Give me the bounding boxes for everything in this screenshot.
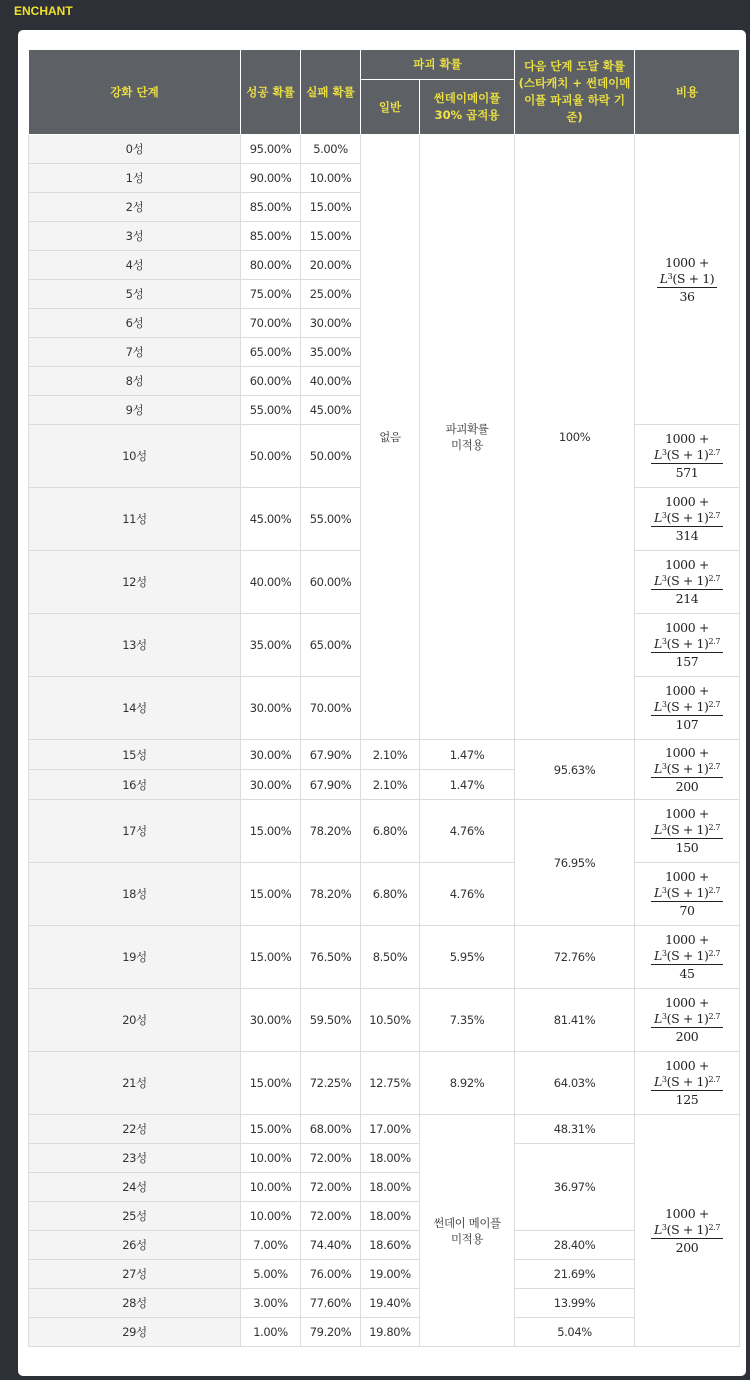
formula-denominator: 314	[675, 528, 699, 543]
table-row	[29, 1260, 740, 1289]
fail-rate-cell: 65.00%	[301, 614, 361, 677]
next-stage-cell: 28.40%	[515, 1231, 635, 1260]
cost-formula: 1000 + $L^3(S + 1)^{2.7}$ 157	[651, 620, 723, 670]
stage-cell: 15성	[29, 740, 241, 770]
formula-denominator: 107	[675, 717, 699, 732]
destroy-normal-cell: 6.80%	[361, 800, 420, 863]
stage-cell: 8성	[29, 367, 241, 396]
success-rate-cell: 3.00%	[241, 1289, 301, 1318]
cost-formula: 1000 + $L^3(S + 1)^{2.7}$ 214	[651, 557, 723, 607]
next-stage-cell: 48.31%	[515, 1115, 635, 1144]
success-rate-cell: 85.00%	[241, 193, 301, 222]
destroy-normal-cell: 18.00%	[361, 1173, 420, 1202]
stage-cell: 5성	[29, 280, 241, 309]
next-stage-cell: 64.03%	[515, 1052, 635, 1115]
top-bar	[0, 0, 750, 30]
stage-cell: 6성	[29, 309, 241, 338]
formula-denominator: 150	[675, 840, 699, 855]
cost-cell	[635, 863, 740, 926]
cost-cell	[635, 677, 740, 740]
stage-cell: 4성	[29, 251, 241, 280]
cost-formula: 1000 + $L^3(S + 1)^{2.7}$ 45	[651, 932, 723, 982]
fail-rate-cell: 55.00%	[301, 488, 361, 551]
fail-rate-cell: 59.50%	[301, 989, 361, 1052]
table-row	[29, 1144, 740, 1173]
cost-cell	[635, 425, 740, 488]
cost-formula: 1000 + $L^3(S + 1)^{2.7}$ 150	[651, 806, 723, 856]
success-rate-cell: 30.00%	[241, 989, 301, 1052]
next-stage-cell: 81.41%	[515, 989, 635, 1052]
success-rate-cell: 5.00%	[241, 1260, 301, 1289]
fail-rate-cell: 67.90%	[301, 740, 361, 770]
table-row	[29, 800, 740, 863]
fail-rate-cell: 25.00%	[301, 280, 361, 309]
formula-denominator: 571	[675, 465, 699, 480]
formula-denominator: 36	[679, 288, 695, 304]
fail-rate-cell: 74.40%	[301, 1231, 361, 1260]
header-cost: 비용	[635, 50, 740, 135]
formula-denominator: 45	[679, 966, 695, 981]
success-rate-cell: 15.00%	[241, 800, 301, 863]
cost-cell	[635, 614, 740, 677]
formula-constant: 1000 +	[665, 557, 709, 572]
cost-cell	[635, 135, 740, 425]
formula-constant: 1000 +	[665, 744, 709, 760]
formula-constant: 1000 +	[665, 1058, 709, 1073]
fail-rate-cell: 72.00%	[301, 1173, 361, 1202]
stage-cell: 11성	[29, 488, 241, 551]
destroy-normal-cell: 12.75%	[361, 1052, 420, 1115]
table-row	[29, 740, 740, 770]
success-rate-cell: 15.00%	[241, 926, 301, 989]
stage-cell: 13성	[29, 614, 241, 677]
cost-cell	[635, 800, 740, 863]
stage-cell: 22성	[29, 1115, 241, 1144]
fail-rate-cell: 77.60%	[301, 1289, 361, 1318]
stage-cell: 29성	[29, 1318, 241, 1347]
success-rate-cell: 55.00%	[241, 396, 301, 425]
destroy-sunday-cell: 4.76%	[420, 863, 515, 926]
destroy-sunday-cell: 1.47%	[420, 770, 515, 800]
destroy-sunday-cell: 1.47%	[420, 740, 515, 770]
fail-rate-cell: 79.20%	[301, 1318, 361, 1347]
formula-constant: 1000 +	[665, 431, 709, 446]
table-body	[29, 135, 740, 1347]
formula-denominator: 214	[675, 591, 699, 606]
header-destroy: 파괴 확률	[361, 50, 515, 80]
success-rate-cell: 10.00%	[241, 1202, 301, 1231]
formula-constant: 1000 +	[665, 869, 709, 884]
destroy-normal-cell: 18.00%	[361, 1202, 420, 1231]
header-destroy-normal: 일반	[361, 80, 420, 135]
stage-cell: 25성	[29, 1202, 241, 1231]
stage-cell: 20성	[29, 989, 241, 1052]
success-rate-cell: 95.00%	[241, 135, 301, 164]
stage-cell: 0성	[29, 135, 241, 164]
fail-rate-cell: 67.90%	[301, 770, 361, 800]
destroy-normal-cell: 2.10%	[361, 770, 420, 800]
success-rate-cell: 1.00%	[241, 1318, 301, 1347]
success-rate-cell: 7.00%	[241, 1231, 301, 1260]
formula-constant: 1000 +	[665, 620, 709, 635]
cost-formula: 1000 + $L^3(S + 1)$ 36	[657, 255, 718, 305]
formula-denominator: 157	[675, 654, 699, 669]
cost-cell	[635, 1052, 740, 1115]
stage-cell: 14성	[29, 677, 241, 740]
formula-constant: 1000 +	[665, 683, 709, 698]
fail-rate-cell: 76.50%	[301, 926, 361, 989]
stage-cell: 21성	[29, 1052, 241, 1115]
table-header	[29, 50, 740, 135]
success-rate-cell: 10.00%	[241, 1173, 301, 1202]
formula-denominator: 70	[679, 903, 695, 918]
formula-constant: 1000 +	[665, 806, 709, 821]
table-row	[29, 1052, 740, 1115]
stage-cell: 12성	[29, 551, 241, 614]
stage-cell: 27성	[29, 1260, 241, 1289]
success-rate-cell: 35.00%	[241, 614, 301, 677]
destroy-normal-cell: 19.80%	[361, 1318, 420, 1347]
destroy-normal-cell: 18.60%	[361, 1231, 420, 1260]
destroy-sunday-cell: 4.76%	[420, 800, 515, 863]
fail-rate-cell: 30.00%	[301, 309, 361, 338]
destroy-normal-cell: 17.00%	[361, 1115, 420, 1144]
enchant-table	[28, 49, 740, 1347]
header-stage: 강화 단계	[29, 50, 241, 135]
stage-cell: 16성	[29, 770, 241, 800]
stage-cell: 18성	[29, 863, 241, 926]
stage-cell: 19성	[29, 926, 241, 989]
fail-rate-cell: 45.00%	[301, 396, 361, 425]
destroy-normal-cell: 6.80%	[361, 863, 420, 926]
content-panel	[18, 30, 746, 1376]
fail-rate-cell: 78.20%	[301, 800, 361, 863]
formula-constant: 1000 +	[665, 995, 709, 1010]
cost-cell	[635, 740, 740, 800]
destroy-normal-cell: 2.10%	[361, 740, 420, 770]
fail-rate-cell: 10.00%	[301, 164, 361, 193]
fail-rate-cell: 40.00%	[301, 367, 361, 396]
destroy-sunday-na-cell: 파괴확률 미적용	[420, 135, 515, 740]
formula-constant: 1000 +	[665, 1205, 709, 1221]
next-stage-cell: 95.63%	[515, 740, 635, 800]
success-rate-cell: 30.00%	[241, 740, 301, 770]
cost-formula: 1000 + $L^3(S + 1)^{2.7}$ 571	[651, 431, 723, 481]
formula-constant: 1000 +	[665, 494, 709, 509]
cost-formula: 1000 + $L^3(S + 1)^{2.7}$ 200	[651, 995, 723, 1045]
table-row	[29, 989, 740, 1052]
stage-cell: 3성	[29, 222, 241, 251]
stage-cell: 7성	[29, 338, 241, 367]
destroy-normal-cell: 18.00%	[361, 1144, 420, 1173]
success-rate-cell: 60.00%	[241, 367, 301, 396]
table-row	[29, 135, 740, 164]
success-rate-cell: 15.00%	[241, 1115, 301, 1144]
fail-rate-cell: 68.00%	[301, 1115, 361, 1144]
fail-rate-cell: 50.00%	[301, 425, 361, 488]
success-rate-cell: 90.00%	[241, 164, 301, 193]
next-stage-100-cell: 100%	[515, 135, 635, 740]
fail-rate-cell: 78.20%	[301, 863, 361, 926]
destroy-sunday-cell: 8.92%	[420, 1052, 515, 1115]
next-stage-cell: 72.76%	[515, 926, 635, 989]
cost-cell	[635, 926, 740, 989]
header-fail: 실패 확률	[301, 50, 361, 135]
success-rate-cell: 10.00%	[241, 1144, 301, 1173]
formula-constant: 1000 +	[665, 254, 709, 270]
next-stage-cell: 13.99%	[515, 1289, 635, 1318]
header-destroy-sunday: 썬데이메이플 30% 곱적용	[420, 80, 515, 135]
stage-cell: 26성	[29, 1231, 241, 1260]
destroy-normal-cell: 19.40%	[361, 1289, 420, 1318]
fail-rate-cell: 20.00%	[301, 251, 361, 280]
cost-cell	[635, 989, 740, 1052]
cost-formula: 1000 + $L^3(S + 1)^{2.7}$ 125	[651, 1058, 723, 1108]
cost-cell	[635, 1115, 740, 1347]
fail-rate-cell: 5.00%	[301, 135, 361, 164]
next-stage-cell: 36.97%	[515, 1144, 635, 1231]
success-rate-cell: 15.00%	[241, 863, 301, 926]
stage-cell: 9성	[29, 396, 241, 425]
stage-cell: 1성	[29, 164, 241, 193]
stage-cell: 24성	[29, 1173, 241, 1202]
header-next-stage: 다음 단계 도달 확률 (스타캐치 + 썬데이메이플 파괴율 하락 기준)	[515, 50, 635, 135]
success-rate-cell: 30.00%	[241, 677, 301, 740]
cost-formula: 1000 + $L^3(S + 1)^{2.7}$ 70	[651, 869, 723, 919]
cost-cell	[635, 488, 740, 551]
success-rate-cell: 45.00%	[241, 488, 301, 551]
stage-cell: 10성	[29, 425, 241, 488]
table-row	[29, 1318, 740, 1347]
cost-formula: 1000 + $L^3(S + 1)^{2.7}$ 314	[651, 494, 723, 544]
success-rate-cell: 70.00%	[241, 309, 301, 338]
success-rate-cell: 50.00%	[241, 425, 301, 488]
cost-formula: 1000 + $L^3(S + 1)^{2.7}$ 200	[651, 1206, 723, 1256]
stage-cell: 17성	[29, 800, 241, 863]
stage-cell: 2성	[29, 193, 241, 222]
fail-rate-cell: 72.25%	[301, 1052, 361, 1115]
next-stage-cell: 76.95%	[515, 800, 635, 926]
destroy-normal-cell: 19.00%	[361, 1260, 420, 1289]
fail-rate-cell: 15.00%	[301, 193, 361, 222]
formula-denominator: 200	[675, 778, 699, 794]
cost-cell	[635, 551, 740, 614]
destroy-sunday-na-cell: 썬데이 메이플 미적용	[420, 1115, 515, 1347]
next-stage-cell: 21.69%	[515, 1260, 635, 1289]
destroy-normal-cell: 8.50%	[361, 926, 420, 989]
fail-rate-cell: 72.00%	[301, 1202, 361, 1231]
fail-rate-cell: 72.00%	[301, 1144, 361, 1173]
header-success: 성공 확률	[241, 50, 301, 135]
fail-rate-cell: 70.00%	[301, 677, 361, 740]
success-rate-cell: 75.00%	[241, 280, 301, 309]
fail-rate-cell: 76.00%	[301, 1260, 361, 1289]
fail-rate-cell: 35.00%	[301, 338, 361, 367]
success-rate-cell: 30.00%	[241, 770, 301, 800]
success-rate-cell: 40.00%	[241, 551, 301, 614]
section-title: ENCHANT	[14, 4, 73, 18]
cost-formula: 1000 + $L^3(S + 1)^{2.7}$ 200	[651, 745, 723, 795]
success-rate-cell: 85.00%	[241, 222, 301, 251]
formula-denominator: 200	[675, 1239, 699, 1255]
success-rate-cell: 65.00%	[241, 338, 301, 367]
success-rate-cell: 15.00%	[241, 1052, 301, 1115]
success-rate-cell: 80.00%	[241, 251, 301, 280]
fail-rate-cell: 15.00%	[301, 222, 361, 251]
formula-denominator: 125	[675, 1092, 699, 1107]
destroy-normal-none-cell: 없음	[361, 135, 420, 740]
stage-cell: 28성	[29, 1289, 241, 1318]
table-row	[29, 1115, 740, 1144]
table-row	[29, 1289, 740, 1318]
fail-rate-cell: 60.00%	[301, 551, 361, 614]
stage-cell: 23성	[29, 1144, 241, 1173]
table-row	[29, 926, 740, 989]
formula-denominator: 200	[675, 1029, 699, 1044]
destroy-sunday-cell: 7.35%	[420, 989, 515, 1052]
table-row	[29, 1231, 740, 1260]
destroy-sunday-cell: 5.95%	[420, 926, 515, 989]
formula-constant: 1000 +	[665, 932, 709, 947]
cost-formula: 1000 + $L^3(S + 1)^{2.7}$ 107	[651, 683, 723, 733]
next-stage-cell: 5.04%	[515, 1318, 635, 1347]
destroy-normal-cell: 10.50%	[361, 989, 420, 1052]
